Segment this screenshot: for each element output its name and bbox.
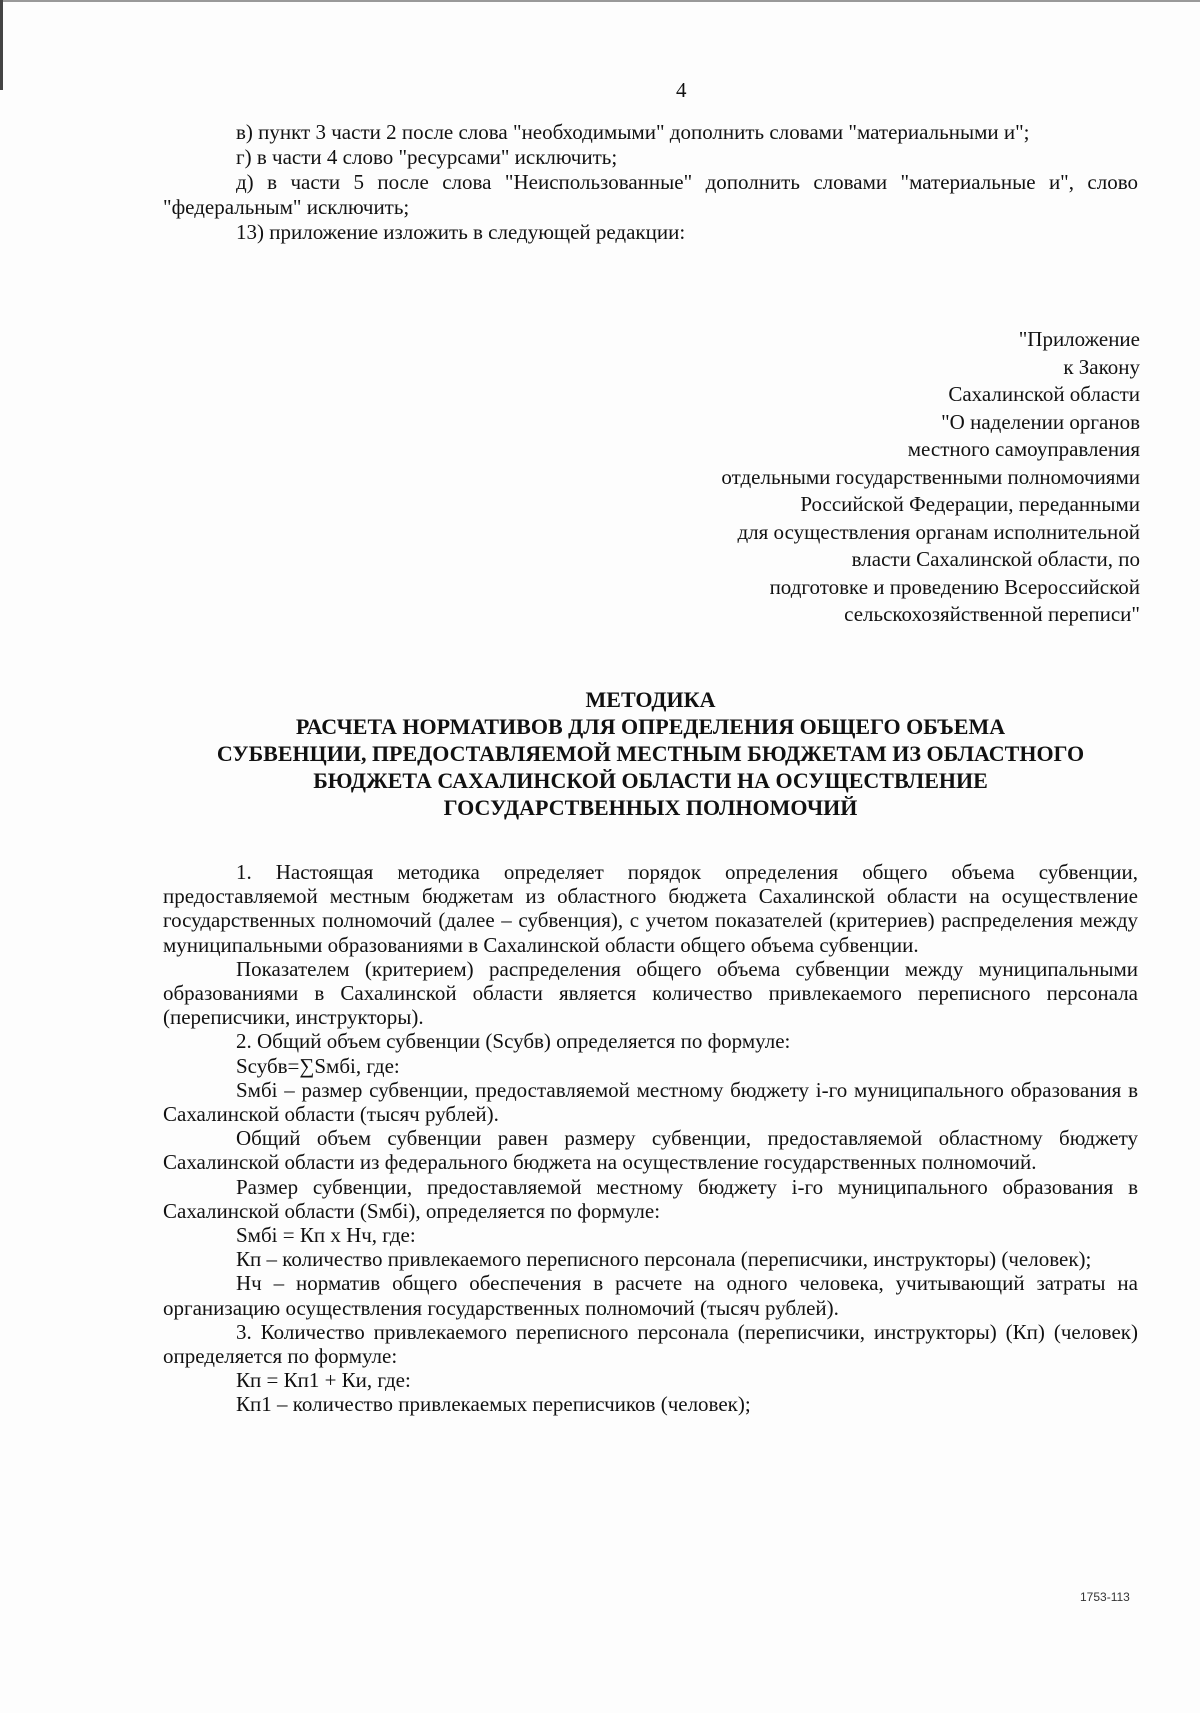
body-paragraph: Размер субвенции, предоставляемой местному бюджету i-го муниципального образования в Сахалинской области (Sмбi), определяется по формуле: [163, 1174, 1138, 1223]
appendix-line: отдельными государственными полномочиями [721, 464, 1140, 489]
appendix-line: Сахалинской области [948, 382, 1140, 406]
body-paragraph: 2. Общий объем субвенции (Sсубв) определяется по формуле: [236, 1029, 791, 1054]
appendix-line: Российской Федерации, переданными [800, 492, 1140, 516]
title-line: БЮДЖЕТА САХАЛИНСКОЙ ОБЛАСТИ НА ОСУЩЕСТВЛЕНИЕ [313, 768, 988, 793]
amendment-item: в) пункт 3 части 2 после слова "необходимыми" дополнить словами "материальными и"; [236, 120, 1030, 144]
amendment-item: д) в части 5 после слова "Неиспользованные" дополнить словами "материальные и", слово "федеральным" исключить; [163, 170, 1138, 219]
body-paragraph: Sмбi – размер субвенции, предоставляемой местному бюджету i-го муниципального образования в Сахалинской области (тысяч рублей). [163, 1077, 1138, 1127]
appendix-line: к Закону [1063, 354, 1140, 379]
appendix-line: сельскохозяйственной переписи" [844, 602, 1140, 626]
title-line: ГОСУДАРСТВЕННЫХ ПОЛНОМОЧИЙ [443, 795, 858, 820]
body-paragraph: Общий объем субвенции равен размеру субвенции, предоставляемой областному бюджету Сахалинской области из федерального бюджета на осуществление государственных полномочий. [163, 1126, 1138, 1175]
amendment-item: 13) приложение изложить в следующей редакции: [236, 220, 686, 244]
appendix-line: подготовке и проведению Всероссийской [769, 574, 1140, 599]
methodology-body [163, 860, 1138, 1417]
body-paragraph: Кп – количество привлекаемого переписного персонала (переписчики, инструкторы) (человек); [236, 1247, 1092, 1272]
appendix-header [620, 326, 1140, 629]
body-paragraph: 1. Настоящая методика определяет порядок определения общего объема субвенции, предоставляемой местным бюджетам из областного бюджета Сахалинской области на осуществление государственных полномочий (далее – субвенция), с учетом показателей (критериев) распределения между муниципальными образованиями в Сахалинской области общего объема субвенции. [163, 860, 1138, 957]
appendix-line: местного самоуправления [907, 437, 1140, 461]
scan-edge-mark [0, 0, 3, 90]
appendix-line: "О наделении органов [941, 409, 1140, 434]
methodology-title [163, 686, 1138, 821]
body-paragraph: Нч – норматив общего обеспечения в расчете на одного человека, учитывающий затраты на организацию осуществления государственных полномочий (тысяч рублей). [163, 1271, 1138, 1320]
appendix-line: "Приложение [1018, 327, 1140, 351]
appendix-line: для осуществления органам исполнительной [737, 519, 1140, 544]
appendix-line: власти Сахалинской области, по [851, 547, 1140, 571]
document-code: 1753-113 [1080, 1590, 1130, 1604]
amendment-items [163, 120, 1138, 245]
body-paragraph: Показателем (критерием) распределения общего объема субвенции между муниципальными образованиями в Сахалинской области является количество привлекаемого переписного персонала (переписчики, инструкторы). [163, 956, 1138, 1030]
formula-line: Sсубв=∑Sмбi, где: [236, 1053, 400, 1078]
body-paragraph: Кп1 – количество привлекаемых переписчиков (человек); [236, 1392, 751, 1417]
body-paragraph: 3. Количество привлекаемого переписного персонала (переписчики, инструкторы) (Кп) (человек) определяется по формуле: [163, 1319, 1138, 1369]
page-number: 4 [676, 78, 687, 102]
title-line: РАСЧЕТА НОРМАТИВОВ ДЛЯ ОПРЕДЕЛЕНИЯ ОБЩЕГО ОБЪЕМА [295, 714, 1006, 739]
amendment-item: г) в части 4 слово "ресурсами" исключить; [236, 145, 618, 169]
scan-edge-line [0, 0, 1200, 2]
title-line: СУБВЕНЦИИ, ПРЕДОСТАВЛЯЕМОЙ МЕСТНЫМ БЮДЖЕТАМ ИЗ ОБЛАСТНОГО [216, 741, 1085, 766]
title-line: МЕТОДИКА [585, 687, 716, 712]
formula-line: Кп = Кп1 + Ки, где: [236, 1368, 411, 1393]
formula-line: Sмбi = Кп х Нч, где: [236, 1223, 416, 1248]
